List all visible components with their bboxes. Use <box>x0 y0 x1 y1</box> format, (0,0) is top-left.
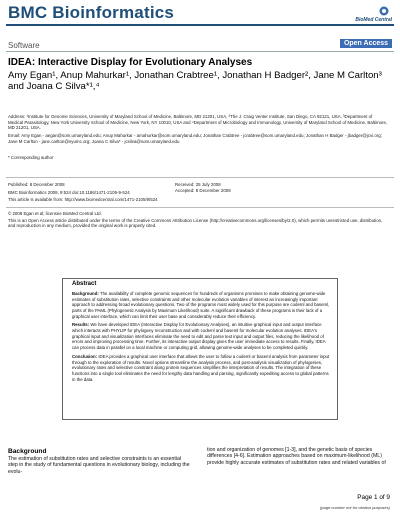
journal-title: BMC Bioinformatics <box>8 3 175 22</box>
copyright: © 2008 Egan et al; licensee BioMed Central Ltd. <box>8 211 102 216</box>
published-date: Published: 8 December 2008 <box>8 182 65 187</box>
corresponding-author: * Corresponding author <box>8 155 54 160</box>
header-rule <box>6 24 394 26</box>
page-number: Page 1 of 9 <box>357 494 390 501</box>
author-list: Amy Egan¹, Anup Mahurkar¹, Jonathan Crabtree¹, Jonathan H Badger², Jane M Carlton³ and Joana C Silva*¹,⁴ <box>8 70 382 92</box>
article-section: Software <box>8 41 40 50</box>
body-right-column: tion and organization of genomes [1-3], and the genetic basis of species differences [4-6]. Estimation approaches based on maximum-likelihood (ML) provide highly accurate estimates of substitution rates and related variables of <box>207 447 386 466</box>
article-title: IDEA: Interactive Display for Evolutionary Analyses <box>8 57 253 68</box>
review-dates <box>175 182 231 193</box>
abstract-results-label: Results: <box>72 322 90 328</box>
abstract-background-label: Background: <box>72 291 99 296</box>
body-left-column: The estimation of substitution rates and selective constraints is an essential step in the study of fundamental questions in evolutionary biology, including the evolu- <box>8 456 190 475</box>
abstract-conclusion-label: Conclusion: <box>72 353 98 359</box>
abstract-conclusion-text: IDEA provides a graphical user interface that allows the user to follow a codeml or baseml analysis from parameter input through to the exploration of results. Novel options streamline the analysis process, and post-analysis visualization of phylogenies, evolutionary rates and selective constraint along protein sequences simplifies the interpretation of results. The integration of these functions into a single tool eliminates the need for lengthy data handling and parsing, significantly expediting access to global patterns in the data. <box>72 353 330 382</box>
citation: BMC Bioinformatics 2008, 9:524 doi:10.1186/1471-2105-9-524 <box>8 189 130 195</box>
abstract-results-text: We have developed IDEA (Interactive Display for Evolutionary Analyses), an intuitive graphical input and output interface which interacts with PHYLIP for phylogeny reconstruction and with codeml and baseml for molecular evolution analyses. IDEA's graphical input and visualization interfaces eliminate the need to edit and parse text input and output files, reducing the likelihood of errors and improving processing time. Further, its interactive output display gives the user immediate access to results. Finally, IDEA can process data in parallel on a local machine or computing grid, allowing genome-wide analyses to be completed quickly. <box>72 322 326 351</box>
article-url[interactable]: This article is available from: http://www.biomedcentral.com/1471-2105/9/524 <box>8 197 158 203</box>
license-block <box>8 211 388 229</box>
license-rule <box>6 207 394 208</box>
logo-text: BioMed Central <box>355 17 392 23</box>
section-rule <box>6 51 394 52</box>
abstract-background-text: The availability of complete genomic sequences for hundreds of organisms promises to make obtaining genome-wide estimates of substitution rates, selective constraints and other molecular evolution variables of interest an increasingly important approach to addressing broad evolutionary questions. Two of the programs most widely used for this purpose are codeml and baseml, parts of the PAML (Phylogenetic Analysis by Maximum Likelihood) suite. A significant drawback of these programs is their lack of a graphical user interface, which can limit their user base and considerably reduce their efficiency. <box>72 291 330 319</box>
abstract-conclusion <box>72 354 332 382</box>
background-heading: Background <box>8 448 47 455</box>
page-note: (page number not for citation purposes) <box>319 505 390 510</box>
affiliations: Address: ¹Institute for Genome Sciences, University of Maryland School of Medicine, Baltimore, MD 21201, USA, ²The J. Craig Venter Institute, San Diego, CA 92121, USA, ³Department of Medical Parasitology, New York University School of Medicine, New York, NY 10010, USA and ⁴Department of Microbiology and Immunology, University of Maryland School of Medicine, Baltimore, MD 21201, USA. <box>8 114 388 131</box>
license-text: This is an Open Access article distributed under the terms of the Creative Commons Attribution License (http://creativecommons.org/licenses/by/2.0), which permits unrestricted use, distribution, and reproduction in any medium, provided the original work is properly cited. <box>8 217 383 229</box>
accepted-date: Accepted: 8 December 2008 <box>175 187 231 193</box>
abstract-results <box>72 322 332 350</box>
abstract-background <box>72 291 332 319</box>
publication-info <box>8 182 158 203</box>
meta-rule <box>6 177 394 178</box>
open-access-badge: Open Access <box>340 39 392 48</box>
received-date: Received: 25 July 2008 <box>175 182 221 187</box>
publisher-logo <box>338 6 392 22</box>
abstract-text <box>72 291 332 385</box>
abstract-heading: Abstract <box>72 281 97 287</box>
author-emails: Email: Amy Egan - aegan@som.umaryland.edu; Anup Mahurkar - amahurkar@som.umaryland.edu; Jonathan Crabtree - jcrabtree@som.umaryland.edu; Jonathan H Badger - jbadger@jcvi.org; Jane M Carlton - jane.carlton@nyumc.org; Joana C Silva* - jcsilva@som.umaryland.edu <box>8 133 382 144</box>
